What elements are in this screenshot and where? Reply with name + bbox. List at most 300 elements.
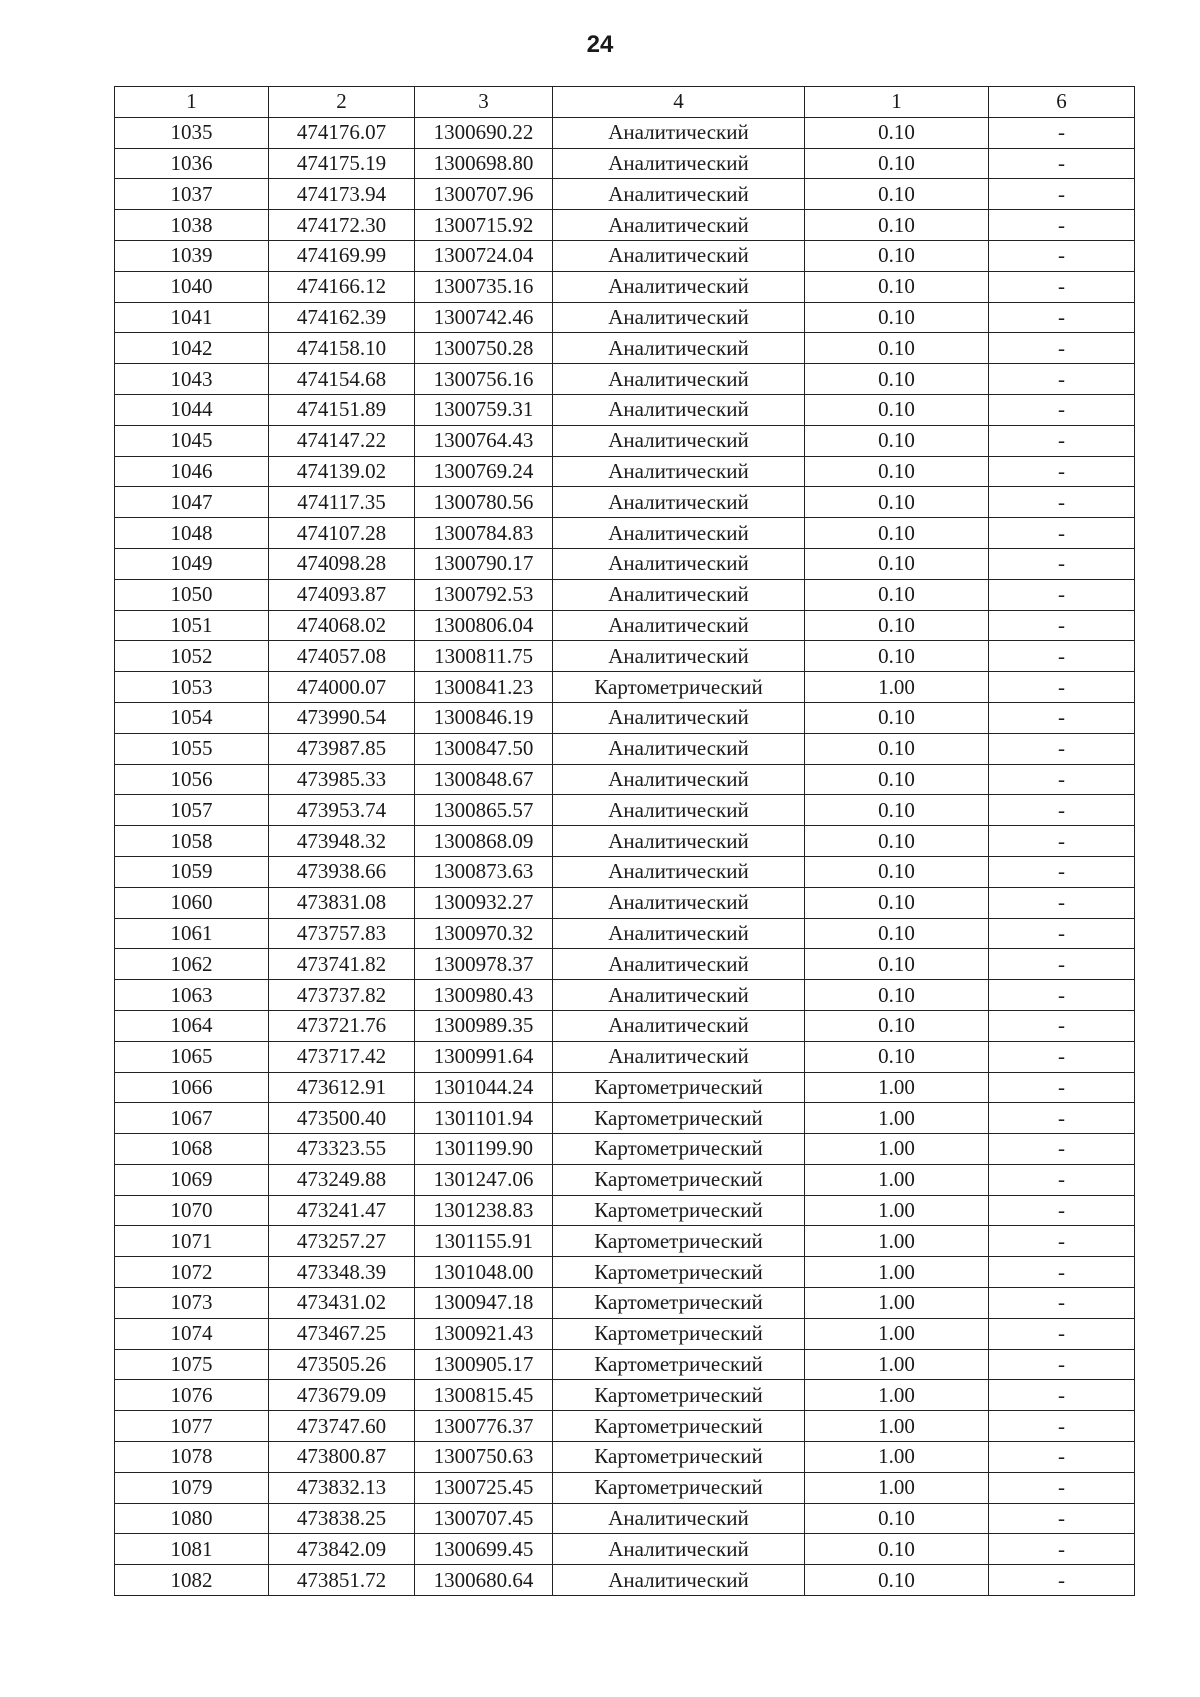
y-coordinate-cell: 1300690.22 xyxy=(415,117,553,148)
y-coordinate-cell: 1301238.83 xyxy=(415,1195,553,1226)
table-row xyxy=(115,1072,1135,1103)
x-coordinate-cell: 473987.85 xyxy=(269,733,415,764)
y-coordinate-cell: 1300776.37 xyxy=(415,1411,553,1442)
y-coordinate-cell: 1300847.50 xyxy=(415,733,553,764)
table-row xyxy=(115,1010,1135,1041)
method-cell: Картометрический xyxy=(553,1318,805,1349)
accuracy-cell: 1.00 xyxy=(805,672,989,703)
point-number-cell: 1076 xyxy=(115,1380,269,1411)
note-cell: - xyxy=(989,672,1135,703)
y-coordinate-cell: 1300792.53 xyxy=(415,579,553,610)
y-coordinate-cell: 1300680.64 xyxy=(415,1565,553,1596)
point-number-cell: 1073 xyxy=(115,1288,269,1319)
method-cell: Аналитический xyxy=(553,271,805,302)
method-cell: Аналитический xyxy=(553,364,805,395)
table-row xyxy=(115,240,1135,271)
y-coordinate-cell: 1300921.43 xyxy=(415,1318,553,1349)
note-cell: - xyxy=(989,702,1135,733)
table-row xyxy=(115,1134,1135,1165)
table-row xyxy=(115,918,1135,949)
x-coordinate-cell: 474151.89 xyxy=(269,394,415,425)
method-cell: Картометрический xyxy=(553,1411,805,1442)
accuracy-cell: 0.10 xyxy=(805,364,989,395)
y-coordinate-cell: 1300742.46 xyxy=(415,302,553,333)
method-cell: Аналитический xyxy=(553,179,805,210)
table-row xyxy=(115,795,1135,826)
note-cell: - xyxy=(989,579,1135,610)
method-cell: Аналитический xyxy=(553,333,805,364)
accuracy-cell: 1.00 xyxy=(805,1103,989,1134)
note-cell: - xyxy=(989,487,1135,518)
accuracy-cell: 0.10 xyxy=(805,425,989,456)
table-row xyxy=(115,856,1135,887)
table-row xyxy=(115,179,1135,210)
point-number-cell: 1068 xyxy=(115,1134,269,1165)
note-cell: - xyxy=(989,887,1135,918)
y-coordinate-cell: 1300769.24 xyxy=(415,456,553,487)
point-number-cell: 1043 xyxy=(115,364,269,395)
method-cell: Аналитический xyxy=(553,210,805,241)
method-cell: Картометрический xyxy=(553,1103,805,1134)
y-coordinate-cell: 1300970.32 xyxy=(415,918,553,949)
accuracy-cell: 0.10 xyxy=(805,271,989,302)
note-cell: - xyxy=(989,456,1135,487)
x-coordinate-cell: 474000.07 xyxy=(269,672,415,703)
x-coordinate-cell: 473737.82 xyxy=(269,980,415,1011)
accuracy-cell: 0.10 xyxy=(805,1010,989,1041)
y-coordinate-cell: 1300932.27 xyxy=(415,887,553,918)
y-coordinate-cell: 1300790.17 xyxy=(415,548,553,579)
accuracy-cell: 0.10 xyxy=(805,117,989,148)
column-header-1: 1 xyxy=(115,87,269,118)
table-row xyxy=(115,1195,1135,1226)
method-cell: Аналитический xyxy=(553,117,805,148)
accuracy-cell: 0.10 xyxy=(805,795,989,826)
x-coordinate-cell: 473842.09 xyxy=(269,1534,415,1565)
point-number-cell: 1036 xyxy=(115,148,269,179)
table-row xyxy=(115,1349,1135,1380)
method-cell: Аналитический xyxy=(553,394,805,425)
method-cell: Картометрический xyxy=(553,1195,805,1226)
x-coordinate-cell: 473612.91 xyxy=(269,1072,415,1103)
x-coordinate-cell: 473838.25 xyxy=(269,1503,415,1534)
point-number-cell: 1075 xyxy=(115,1349,269,1380)
x-coordinate-cell: 473985.33 xyxy=(269,764,415,795)
method-cell: Аналитический xyxy=(553,1503,805,1534)
table-row xyxy=(115,1411,1135,1442)
y-coordinate-cell: 1300980.43 xyxy=(415,980,553,1011)
table-row xyxy=(115,641,1135,672)
method-cell: Аналитический xyxy=(553,887,805,918)
y-coordinate-cell: 1300815.45 xyxy=(415,1380,553,1411)
y-coordinate-cell: 1300784.83 xyxy=(415,518,553,549)
x-coordinate-cell: 474068.02 xyxy=(269,610,415,641)
note-cell: - xyxy=(989,240,1135,271)
point-number-cell: 1058 xyxy=(115,826,269,857)
note-cell: - xyxy=(989,733,1135,764)
x-coordinate-cell: 474139.02 xyxy=(269,456,415,487)
x-coordinate-cell: 473831.08 xyxy=(269,887,415,918)
accuracy-cell: 1.00 xyxy=(805,1257,989,1288)
y-coordinate-cell: 1300750.28 xyxy=(415,333,553,364)
table-body xyxy=(115,117,1135,1595)
y-coordinate-cell: 1300707.96 xyxy=(415,179,553,210)
note-cell: - xyxy=(989,1103,1135,1134)
point-number-cell: 1048 xyxy=(115,518,269,549)
table-row xyxy=(115,579,1135,610)
table-row xyxy=(115,487,1135,518)
x-coordinate-cell: 473467.25 xyxy=(269,1318,415,1349)
accuracy-cell: 1.00 xyxy=(805,1411,989,1442)
table-row xyxy=(115,456,1135,487)
accuracy-cell: 0.10 xyxy=(805,394,989,425)
x-coordinate-cell: 474172.30 xyxy=(269,210,415,241)
note-cell: - xyxy=(989,980,1135,1011)
method-cell: Аналитический xyxy=(553,518,805,549)
table-row xyxy=(115,702,1135,733)
note-cell: - xyxy=(989,117,1135,148)
note-cell: - xyxy=(989,271,1135,302)
accuracy-cell: 0.10 xyxy=(805,179,989,210)
x-coordinate-cell: 474166.12 xyxy=(269,271,415,302)
table-row xyxy=(115,425,1135,456)
table-row xyxy=(115,117,1135,148)
note-cell: - xyxy=(989,302,1135,333)
method-cell: Аналитический xyxy=(553,487,805,518)
method-cell: Картометрический xyxy=(553,1442,805,1473)
accuracy-cell: 0.10 xyxy=(805,980,989,1011)
accuracy-cell: 0.10 xyxy=(805,210,989,241)
note-cell: - xyxy=(989,949,1135,980)
x-coordinate-cell: 473741.82 xyxy=(269,949,415,980)
x-coordinate-cell: 473721.76 xyxy=(269,1010,415,1041)
x-coordinate-cell: 474173.94 xyxy=(269,179,415,210)
y-coordinate-cell: 1300846.19 xyxy=(415,702,553,733)
point-number-cell: 1040 xyxy=(115,271,269,302)
y-coordinate-cell: 1300759.31 xyxy=(415,394,553,425)
x-coordinate-cell: 474107.28 xyxy=(269,518,415,549)
point-number-cell: 1067 xyxy=(115,1103,269,1134)
method-cell: Аналитический xyxy=(553,641,805,672)
y-coordinate-cell: 1300947.18 xyxy=(415,1288,553,1319)
method-cell: Аналитический xyxy=(553,949,805,980)
x-coordinate-cell: 473851.72 xyxy=(269,1565,415,1596)
accuracy-cell: 0.10 xyxy=(805,1565,989,1596)
point-number-cell: 1065 xyxy=(115,1041,269,1072)
note-cell: - xyxy=(989,826,1135,857)
note-cell: - xyxy=(989,1164,1135,1195)
note-cell: - xyxy=(989,518,1135,549)
point-number-cell: 1082 xyxy=(115,1565,269,1596)
point-number-cell: 1053 xyxy=(115,672,269,703)
y-coordinate-cell: 1300848.67 xyxy=(415,764,553,795)
page-number: 24 xyxy=(586,31,614,58)
point-number-cell: 1049 xyxy=(115,548,269,579)
accuracy-cell: 0.10 xyxy=(805,487,989,518)
method-cell: Аналитический xyxy=(553,980,805,1011)
y-coordinate-cell: 1300756.16 xyxy=(415,364,553,395)
accuracy-cell: 0.10 xyxy=(805,148,989,179)
table-row xyxy=(115,364,1135,395)
point-number-cell: 1074 xyxy=(115,1318,269,1349)
note-cell: - xyxy=(989,394,1135,425)
y-coordinate-cell: 1300989.35 xyxy=(415,1010,553,1041)
note-cell: - xyxy=(989,1288,1135,1319)
x-coordinate-cell: 473747.60 xyxy=(269,1411,415,1442)
accuracy-cell: 1.00 xyxy=(805,1442,989,1473)
method-cell: Картометрический xyxy=(553,1349,805,1380)
note-cell: - xyxy=(989,333,1135,364)
point-number-cell: 1042 xyxy=(115,333,269,364)
point-number-cell: 1050 xyxy=(115,579,269,610)
y-coordinate-cell: 1300868.09 xyxy=(415,826,553,857)
y-coordinate-cell: 1300780.56 xyxy=(415,487,553,518)
point-number-cell: 1060 xyxy=(115,887,269,918)
note-cell: - xyxy=(989,1257,1135,1288)
method-cell: Аналитический xyxy=(553,548,805,579)
note-cell: - xyxy=(989,1503,1135,1534)
table-row xyxy=(115,1565,1135,1596)
accuracy-cell: 0.10 xyxy=(805,610,989,641)
accuracy-cell: 0.10 xyxy=(805,456,989,487)
x-coordinate-cell: 474158.10 xyxy=(269,333,415,364)
note-cell: - xyxy=(989,856,1135,887)
point-number-cell: 1063 xyxy=(115,980,269,1011)
accuracy-cell: 1.00 xyxy=(805,1072,989,1103)
accuracy-cell: 0.10 xyxy=(805,826,989,857)
accuracy-cell: 1.00 xyxy=(805,1134,989,1165)
x-coordinate-cell: 473323.55 xyxy=(269,1134,415,1165)
y-coordinate-cell: 1300715.92 xyxy=(415,210,553,241)
table-row xyxy=(115,980,1135,1011)
accuracy-cell: 0.10 xyxy=(805,240,989,271)
table-row xyxy=(115,1103,1135,1134)
note-cell: - xyxy=(989,1349,1135,1380)
method-cell: Картометрический xyxy=(553,1472,805,1503)
note-cell: - xyxy=(989,641,1135,672)
point-number-cell: 1066 xyxy=(115,1072,269,1103)
x-coordinate-cell: 473800.87 xyxy=(269,1442,415,1473)
y-coordinate-cell: 1300750.63 xyxy=(415,1442,553,1473)
column-header-4: 4 xyxy=(553,87,805,118)
note-cell: - xyxy=(989,425,1135,456)
y-coordinate-cell: 1300841.23 xyxy=(415,672,553,703)
point-number-cell: 1041 xyxy=(115,302,269,333)
method-cell: Аналитический xyxy=(553,456,805,487)
point-number-cell: 1062 xyxy=(115,949,269,980)
table-row xyxy=(115,548,1135,579)
y-coordinate-cell: 1301199.90 xyxy=(415,1134,553,1165)
method-cell: Аналитический xyxy=(553,425,805,456)
accuracy-cell: 0.10 xyxy=(805,1534,989,1565)
y-coordinate-cell: 1300905.17 xyxy=(415,1349,553,1380)
x-coordinate-cell: 473717.42 xyxy=(269,1041,415,1072)
note-cell: - xyxy=(989,1534,1135,1565)
y-coordinate-cell: 1301101.94 xyxy=(415,1103,553,1134)
y-coordinate-cell: 1301048.00 xyxy=(415,1257,553,1288)
column-header-6: 6 xyxy=(989,87,1135,118)
header-row xyxy=(115,87,1135,118)
method-cell: Аналитический xyxy=(553,702,805,733)
method-cell: Аналитический xyxy=(553,302,805,333)
point-number-cell: 1054 xyxy=(115,702,269,733)
point-number-cell: 1052 xyxy=(115,641,269,672)
point-number-cell: 1070 xyxy=(115,1195,269,1226)
y-coordinate-cell: 1300873.63 xyxy=(415,856,553,887)
method-cell: Аналитический xyxy=(553,610,805,641)
note-cell: - xyxy=(989,364,1135,395)
accuracy-cell: 0.10 xyxy=(805,1503,989,1534)
accuracy-cell: 0.10 xyxy=(805,918,989,949)
accuracy-cell: 0.10 xyxy=(805,548,989,579)
y-coordinate-cell: 1300978.37 xyxy=(415,949,553,980)
table-row xyxy=(115,1442,1135,1473)
x-coordinate-cell: 473500.40 xyxy=(269,1103,415,1134)
accuracy-cell: 1.00 xyxy=(805,1318,989,1349)
note-cell: - xyxy=(989,1318,1135,1349)
point-number-cell: 1064 xyxy=(115,1010,269,1041)
accuracy-cell: 1.00 xyxy=(805,1226,989,1257)
y-coordinate-cell: 1301155.91 xyxy=(415,1226,553,1257)
point-number-cell: 1056 xyxy=(115,764,269,795)
y-coordinate-cell: 1301044.24 xyxy=(415,1072,553,1103)
table-row xyxy=(115,394,1135,425)
y-coordinate-cell: 1300865.57 xyxy=(415,795,553,826)
note-cell: - xyxy=(989,548,1135,579)
y-coordinate-cell: 1300725.45 xyxy=(415,1472,553,1503)
point-number-cell: 1078 xyxy=(115,1442,269,1473)
y-coordinate-cell: 1301247.06 xyxy=(415,1164,553,1195)
accuracy-cell: 0.10 xyxy=(805,702,989,733)
x-coordinate-cell: 474057.08 xyxy=(269,641,415,672)
accuracy-cell: 0.10 xyxy=(805,856,989,887)
table-row xyxy=(115,302,1135,333)
method-cell: Аналитический xyxy=(553,148,805,179)
column-header-2: 2 xyxy=(269,87,415,118)
note-cell: - xyxy=(989,1380,1135,1411)
method-cell: Аналитический xyxy=(553,240,805,271)
accuracy-cell: 0.10 xyxy=(805,1041,989,1072)
method-cell: Аналитический xyxy=(553,733,805,764)
x-coordinate-cell: 474169.99 xyxy=(269,240,415,271)
note-cell: - xyxy=(989,1226,1135,1257)
table-row xyxy=(115,333,1135,364)
note-cell: - xyxy=(989,764,1135,795)
table-row xyxy=(115,887,1135,918)
note-cell: - xyxy=(989,148,1135,179)
note-cell: - xyxy=(989,1472,1135,1503)
note-cell: - xyxy=(989,1565,1135,1596)
accuracy-cell: 0.10 xyxy=(805,764,989,795)
x-coordinate-cell: 473938.66 xyxy=(269,856,415,887)
note-cell: - xyxy=(989,1411,1135,1442)
y-coordinate-cell: 1300699.45 xyxy=(415,1534,553,1565)
table-row xyxy=(115,1318,1135,1349)
y-coordinate-cell: 1300735.16 xyxy=(415,271,553,302)
method-cell: Картометрический xyxy=(553,1380,805,1411)
point-number-cell: 1077 xyxy=(115,1411,269,1442)
method-cell: Аналитический xyxy=(553,856,805,887)
y-coordinate-cell: 1300811.75 xyxy=(415,641,553,672)
coordinates-table xyxy=(114,86,1135,1596)
y-coordinate-cell: 1300724.04 xyxy=(415,240,553,271)
note-cell: - xyxy=(989,1010,1135,1041)
table-row xyxy=(115,949,1135,980)
point-number-cell: 1047 xyxy=(115,487,269,518)
accuracy-cell: 1.00 xyxy=(805,1288,989,1319)
y-coordinate-cell: 1300707.45 xyxy=(415,1503,553,1534)
note-cell: - xyxy=(989,1195,1135,1226)
accuracy-cell: 0.10 xyxy=(805,733,989,764)
x-coordinate-cell: 474093.87 xyxy=(269,579,415,610)
note-cell: - xyxy=(989,1072,1135,1103)
accuracy-cell: 0.10 xyxy=(805,579,989,610)
table-row xyxy=(115,1288,1135,1319)
x-coordinate-cell: 474176.07 xyxy=(269,117,415,148)
method-cell: Картометрический xyxy=(553,1226,805,1257)
method-cell: Аналитический xyxy=(553,1565,805,1596)
x-coordinate-cell: 474117.35 xyxy=(269,487,415,518)
accuracy-cell: 0.10 xyxy=(805,518,989,549)
point-number-cell: 1044 xyxy=(115,394,269,425)
method-cell: Картометрический xyxy=(553,1072,805,1103)
table-row xyxy=(115,1164,1135,1195)
method-cell: Картометрический xyxy=(553,1164,805,1195)
accuracy-cell: 1.00 xyxy=(805,1164,989,1195)
note-cell: - xyxy=(989,1442,1135,1473)
table-row xyxy=(115,1257,1135,1288)
note-cell: - xyxy=(989,179,1135,210)
point-number-cell: 1051 xyxy=(115,610,269,641)
note-cell: - xyxy=(989,210,1135,241)
note-cell: - xyxy=(989,1134,1135,1165)
note-cell: - xyxy=(989,918,1135,949)
point-number-cell: 1035 xyxy=(115,117,269,148)
x-coordinate-cell: 474154.68 xyxy=(269,364,415,395)
method-cell: Аналитический xyxy=(553,795,805,826)
method-cell: Аналитический xyxy=(553,1534,805,1565)
column-header-3: 3 xyxy=(415,87,553,118)
point-number-cell: 1061 xyxy=(115,918,269,949)
method-cell: Картометрический xyxy=(553,1134,805,1165)
method-cell: Аналитический xyxy=(553,764,805,795)
table-row xyxy=(115,271,1135,302)
y-coordinate-cell: 1300806.04 xyxy=(415,610,553,641)
point-number-cell: 1059 xyxy=(115,856,269,887)
accuracy-cell: 0.10 xyxy=(805,333,989,364)
table-row xyxy=(115,764,1135,795)
point-number-cell: 1081 xyxy=(115,1534,269,1565)
method-cell: Картометрический xyxy=(553,1257,805,1288)
method-cell: Аналитический xyxy=(553,918,805,949)
table-row xyxy=(115,1380,1135,1411)
point-number-cell: 1057 xyxy=(115,795,269,826)
accuracy-cell: 1.00 xyxy=(805,1380,989,1411)
note-cell: - xyxy=(989,610,1135,641)
table-row xyxy=(115,610,1135,641)
x-coordinate-cell: 473348.39 xyxy=(269,1257,415,1288)
method-cell: Аналитический xyxy=(553,1010,805,1041)
x-coordinate-cell: 473431.02 xyxy=(269,1288,415,1319)
x-coordinate-cell: 473757.83 xyxy=(269,918,415,949)
x-coordinate-cell: 474175.19 xyxy=(269,148,415,179)
method-cell: Аналитический xyxy=(553,826,805,857)
accuracy-cell: 1.00 xyxy=(805,1195,989,1226)
method-cell: Картометрический xyxy=(553,1288,805,1319)
table-row xyxy=(115,1041,1135,1072)
table-row xyxy=(115,1226,1135,1257)
table-row xyxy=(115,826,1135,857)
